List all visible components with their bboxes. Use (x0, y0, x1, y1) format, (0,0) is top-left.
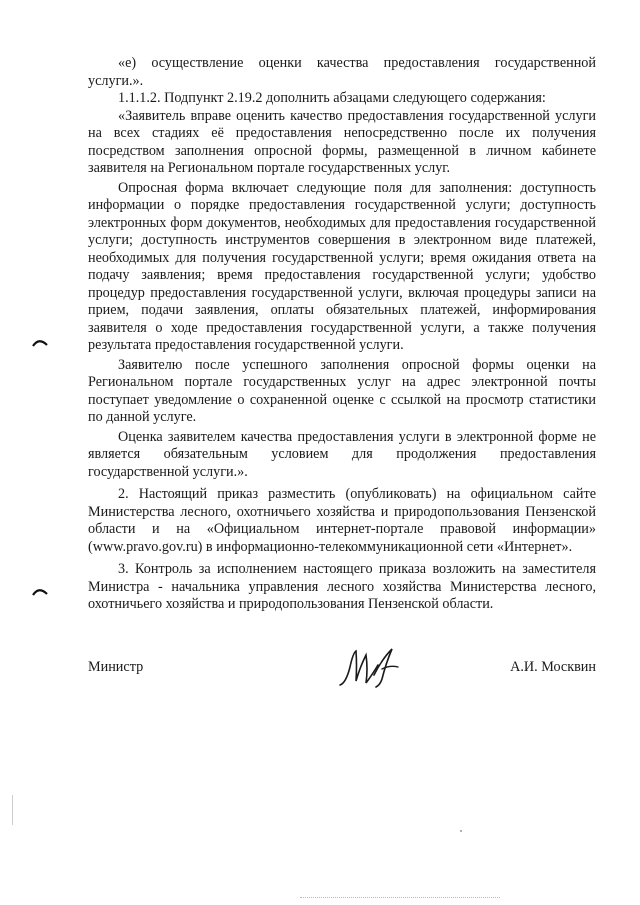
punch-hole-mark (32, 335, 48, 353)
document-body (88, 55, 596, 614)
signatory-title: Министр (88, 659, 144, 675)
paragraph-survey-fields: Опросная форма включает следующие поля для заполнения: доступность информации о порядке предоставления государственной услуги; доступность электронных форм документов, необходимых для предоставления государственной услуги; доступность инструментов совершения в электронном виде платежей, необходимых для получения государственной услуги; время ожидания ответа на подачу заявления; время предоставления государственной услуги; удобство процедур предоставления государственной услуги, включая процедуры записи на прием, подачи заявления, оплаты обязательных платежей, информирования заявителя о ходе предоставления государственной услуги, а также получения результата предоставления государственной услуги. (88, 179, 596, 353)
paragraph-item-e: «е) осуществление оценки качества предоставления государственной услуги.». (88, 55, 596, 89)
paragraph-notification: Заявителю после успешного заполнения опросной формы оценки на Региональном портале государственных услуг на адрес электронной почты поступает уведомление о сохраненной оценке с ссылкой на просмотр статистики по данной услуге. (88, 356, 596, 425)
punch-hole-mark (32, 584, 48, 602)
handwritten-signature (336, 645, 406, 695)
scan-artifact (12, 795, 13, 825)
scan-artifact-line (300, 897, 500, 898)
paragraph-applicant-right: «Заявитель вправе оценить качество предоставления государственной услуги на всех стадиях её предоставления непосредственно после их получения посредством заполнения опросной формы, размещенной в личном кабинете заявителя на Региональном портале государственных услуг. (88, 107, 596, 176)
signatory-name: А.И. Москвин (510, 659, 596, 675)
scan-artifact (460, 830, 462, 832)
signature-block (88, 655, 596, 695)
paragraph-subclause: 1.1.1.2. Подпункт 2.19.2 дополнить абзацами следующего содержания: (118, 90, 546, 106)
paragraph-optional-rating: Оценка заявителем качества предоставления услуги в электронной форме не является обязательным условием для продолжения предоставления государственной услуги.». (88, 428, 596, 480)
paragraph-control: 3. Контроль за исполнением настоящего приказа возложить на заместителя Министра - начальника управления лесного хозяйства Министерства лесного, охотничьего хозяйства и природопользования Пензенской области. (88, 561, 596, 612)
paragraph-publication: 2. Настоящий приказ разместить (опубликовать) на официальном сайте Министерства лесного, охотничьего хозяйства и природопользования Пензенской области и на «Официальном интернет-портале правовой информации» (www.pravo.gov.ru) в информационно-телекоммуникационной сети «Интернет». (88, 486, 596, 555)
